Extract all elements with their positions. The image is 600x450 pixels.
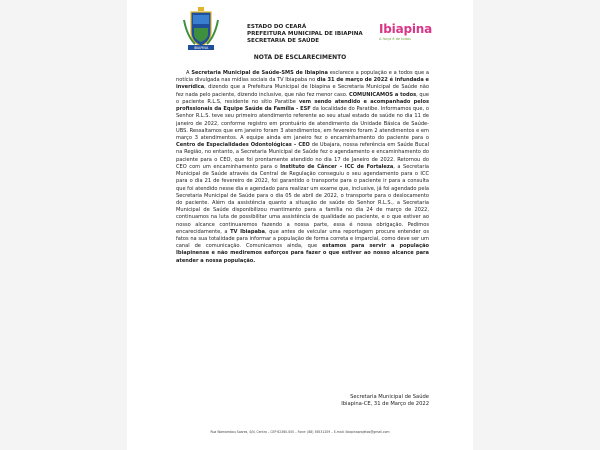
text-run: esclarece a população e a todos que a notícia divulgada nas mídias sociais da TV Ibiapaba no xyxy=(176,70,430,84)
document-title: NOTA DE ESCLARECIMENTO xyxy=(253,54,347,61)
logo-wordmark: Ibiapina xyxy=(379,22,433,36)
text-run: da localidade do Paratibe. Informamos que, o Senhor R.L.S. teve seu primeiro atendimento referente ao seu atual estado de saúde no dia 11 de janeiro de 2022, conforme registro em prontuário de atendimento da Unidade Básica de Saúde-UBS. Ressaltamos que em janeiro foram 3 atendimentos, em fevereiro foram 2 atendimentos e em março 3 atendimentos. A equipe ainda em janeiro fez o encaminhamento do paciente para o xyxy=(176,106,429,141)
footer-address: Rua Wamambau Soares, S/N, Centro – CEP 62360-000 – Fone: (88) 36531209 – E-mail: ibiapinaprojetos@gmail.com xyxy=(210,430,390,434)
header-prefecture: PREFEITURA MUNICIPAL DE IBIAPINA xyxy=(247,31,363,37)
text-run: , a Secretaria Municipal de Saúde através da Central de Regulação conseguiu o seu agendamento para o ICC para o dia 21 de fevereiro de 2022, foi garantido o transporte para o paciente ir para a consulta que foi atendido nesse dia e agendado para realizar um exame que, inclusive, já foi agendado pela Secretaria Municipal de Saúde para o dia 05 de abril de 2022, o transporte para o deslocamento do paciente. Além da assistência quanto a situação de saúde do Senhor R.L.S., a Secretaria Municipal de Saúde disponibilizou mantimento para a família no dia 24 de março de 2022, continuamos na luta de possibilitar uma assistência de qualidade ao paciente, e o que estiver ao nosso alcance continuaremos fazendo a nossa parte, essa é nossa obrigação. Pedimos encarecidamente, a xyxy=(176,163,429,235)
text-run: de Ubajara, nossa referência em Saúde Bucal na Região, no entanto, a Secretaria Municipal de Saúde fez o agendamento e encaminhamento do paciente para o CEO, que foi prontamente atendido no dia 17 de Janeiro de 2022. Retornou do CEO com um encaminhamento para o xyxy=(176,142,429,170)
bold-run: estamos para servir a população Ibiapinense e não mediremos esforços para fazer o que estiver ao nosso alcance para atender a nossa população. xyxy=(176,243,429,264)
bold-run: vem sendo atendido e acompanhado pelos profissionais da Equipe Saúde da Família - ESF xyxy=(176,98,429,113)
header-department: SECRETARIA DE SAÚDE xyxy=(247,38,320,44)
text-run: A xyxy=(186,70,192,76)
bold-run: TV Ibiapaba xyxy=(230,228,265,235)
signature-date: Ibiapina-CE, 31 de Março de 2022 xyxy=(341,401,429,408)
bold-run: Centro de Especialidades Odontológicas – CEO xyxy=(176,142,310,149)
text-run: , que o paciente R.L.S, residente no sítio Paratibe xyxy=(176,91,429,105)
coat-of-arms-icon xyxy=(182,6,220,52)
document-page xyxy=(127,0,473,450)
bold-run: Instituto de Câncer – ICC de Fortaleza xyxy=(280,163,394,170)
bold-run: dia 31 de março de 2022 é infundada e inverídica xyxy=(176,77,429,91)
header-state: ESTADO DO CEARÁ xyxy=(247,24,307,30)
bold-run: Secretaria Municipal de Saúde-SMS de Ibiapina xyxy=(191,70,328,76)
signature-block xyxy=(307,394,429,408)
ibiapina-logo xyxy=(379,22,449,41)
body-paragraph xyxy=(176,70,429,265)
text-run: , dizendo que a Prefeitura Municipal de Ibiapina e Secretaria Municipal de Saúde não fez nada pelo paciente, dizendo inclusive, que não fez menor caso. xyxy=(176,84,429,98)
crest-label: IBIAPINA xyxy=(193,46,209,50)
signature-line-1: Secretaria Municipal de Saúde xyxy=(350,394,429,400)
text-run: , que antes de veicular uma reportagem procure entender os fatos na sua totalidade para informar a população de forma correta e imparcial, como deve ser um canal de comunicação. Comunicamos ainda, que xyxy=(176,228,429,250)
logo-tagline: A força é de todos xyxy=(379,37,411,41)
bold-run: COMUNICAMOS a todos xyxy=(349,91,417,98)
